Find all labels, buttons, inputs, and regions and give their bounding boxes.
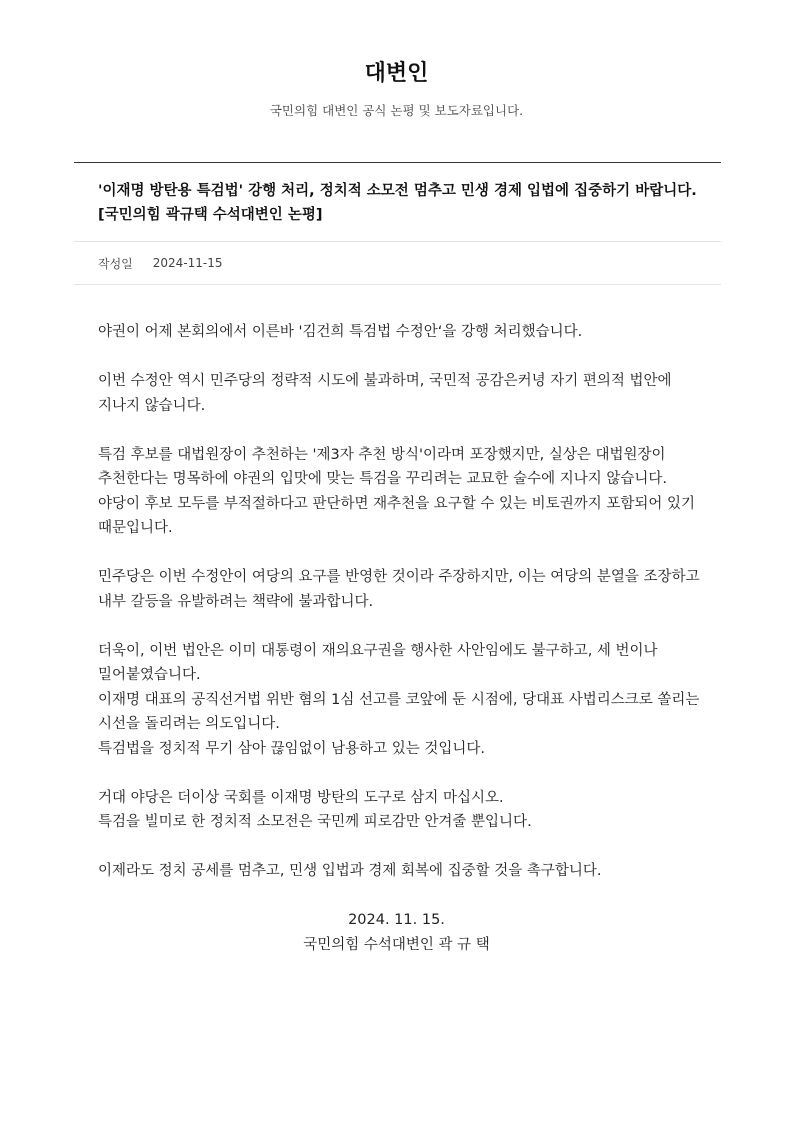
meta-bottom-divider	[74, 284, 721, 285]
site-subtitle: 국민의힘 대변인 공식 논평 및 보도자료입니다.	[269, 103, 524, 118]
body-line: 거대 야당은 더이상 국회를 이재명 방탄의 도구로 삼지 마십시오.	[98, 789, 504, 806]
body-paragraph	[98, 639, 708, 762]
body-paragraph	[98, 859, 708, 884]
body-line: 민주당은 이번 수정안이 여당의 요구를 반영한 것이라 주장하지만, 이는 여당의 분열을 조장하고 내부 갈등을 유발하려는 책략에 불과합니다.	[98, 569, 700, 610]
site-title: 대변인	[364, 61, 429, 86]
body-line: 야권이 어제 본회의에서 이른바 '김건희 특검법 수정안‘을 강행 처리했습니다.	[98, 324, 583, 340]
date-label: 작성일	[98, 256, 133, 271]
page-header	[0, 58, 793, 120]
body-paragraph	[98, 565, 708, 614]
body-line: 이번 수정안 역시 민주당의 정략적 시도에 불과하며, 국민적 공감은커녕 자기 편의적 법안에 지나지 않습니다.	[98, 373, 672, 414]
body-paragraph	[98, 369, 708, 418]
body-line: 이제라도 정치 공세를 멈추고, 민생 입법과 경제 회복에 집중할 것을 촉구합니다.	[98, 863, 602, 879]
body-line: 특검법을 정치적 무기 삼아 끊임없이 남용하고 있는 것입니다.	[98, 740, 486, 757]
article-body	[98, 320, 708, 908]
body-line: 더욱이, 이번 법안은 이미 대통령이 재의요구권을 행사한 사안임에도 불구하고, 세 번이나 밀어붙였습니다.	[98, 642, 658, 683]
publish-date: 2024-11-15	[152, 256, 223, 270]
body-line: 특검 후보를 대법원장이 추천하는 '제3자 추천 방식'이라며 포장했지만, 실상은 대법원장이 추천한다는 명목하에 야권의 입맛에 맞는 특검을 꾸리려는 교묘한 술수에 지나지 않습니다. 야당이 후보 모두를 부적절하다고 판단하면 재추천을 요구할 수 있는 비토권까지 포함되어 있기 때문입니다.	[98, 446, 695, 536]
closing-signature: 국민의힘 수석대변인 곽 규 택	[303, 936, 490, 953]
body-paragraph	[98, 320, 708, 345]
article-meta	[74, 242, 721, 284]
body-paragraph	[98, 786, 708, 835]
body-line: 이재명 대표의 공직선거법 위반 혐의 1심 선고를 코앞에 둔 시점에, 당대표 사법리스크로 쏠리는 시선을 돌리려는 의도입니다.	[98, 691, 700, 732]
body-line: 특검을 빌미로 한 정치적 소모전은 국민께 피로감만 안겨줄 뿐입니다.	[98, 814, 532, 830]
body-paragraph	[98, 443, 708, 541]
article-header	[74, 162, 721, 285]
closing-block	[0, 908, 793, 957]
closing-date: 2024. 11. 15.	[348, 912, 445, 928]
article-title: '이재명 방탄용 특검법' 강행 처리, 정치적 소모전 멈추고 민생 경제 입법에 집중하기 바랍니다. [국민의힘 곽규택 수석대변인 논평]	[98, 183, 697, 223]
